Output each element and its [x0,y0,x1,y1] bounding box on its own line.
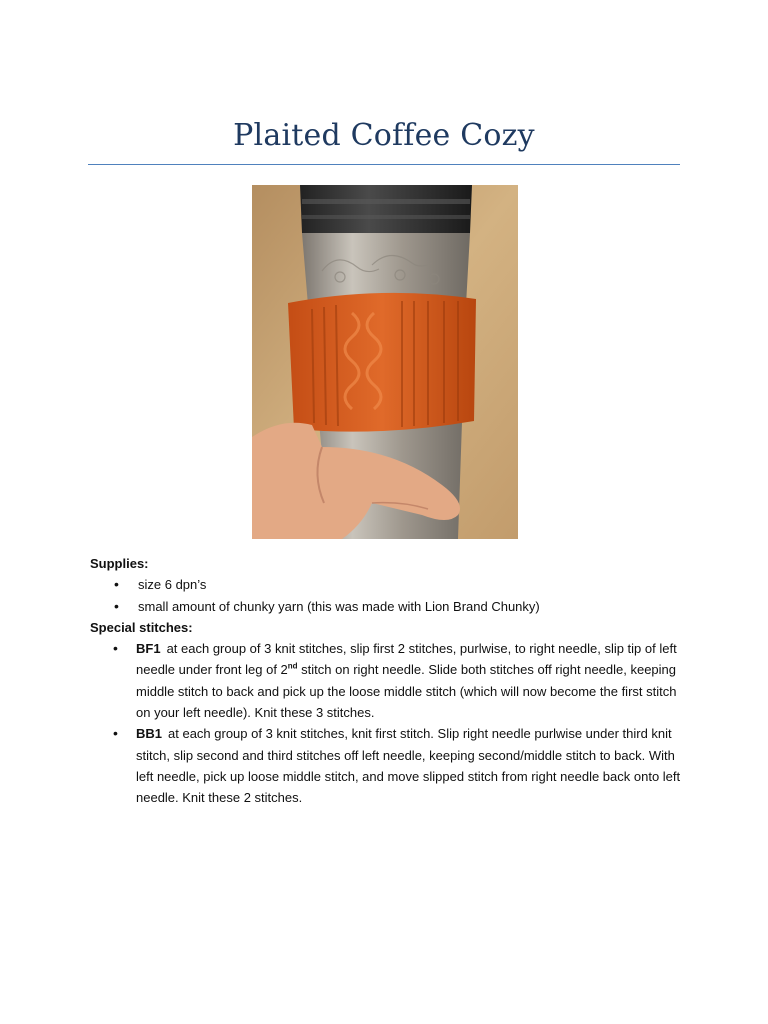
stitch-abbr: BB1 [136,726,163,742]
supplies-heading: Supplies: [90,556,149,571]
ordinal-suffix: nd [287,662,298,672]
special-stitches-list [90,638,690,808]
stitch-text: at each group of 3 knit stitches, knit first stitch. Slip right needle purlwise under third knit stitch, slip second and third stitches off left needle, keeping second/middle stitch to back. With left needle, pick up loose middle stitch, and move slipped stitch from right needle back onto left needle. Knit these 2 stitches. [136,726,681,806]
pattern-body [90,553,690,809]
list-item: • size 6 dpn’s [90,574,690,595]
stitch-text: stitch on right needle. Slide both stitches off right needle, keeping middle stitch to back and pick up the loose middle stitch (which will now become the first stitch on your left needle). Knit these 3 stitches. [136,662,677,721]
title-divider [88,164,680,165]
list-item: • small amount of chunky yarn (this was made with Lion Brand Chunky) [90,596,690,617]
supplies-list [90,574,690,617]
page-title: Plaited Coffee Cozy [233,118,535,153]
list-item [90,723,684,808]
cozy-photo [252,185,518,539]
list-item [90,638,684,723]
special-stitches-heading: Special stitches: [90,619,193,635]
stitch-abbr: BF1 [136,641,161,657]
stitch-text: at each group of 3 knit stitches, slip first 2 stitches, purlwise, to right needle, slip tip of left needle under front leg of 2 [136,641,677,678]
